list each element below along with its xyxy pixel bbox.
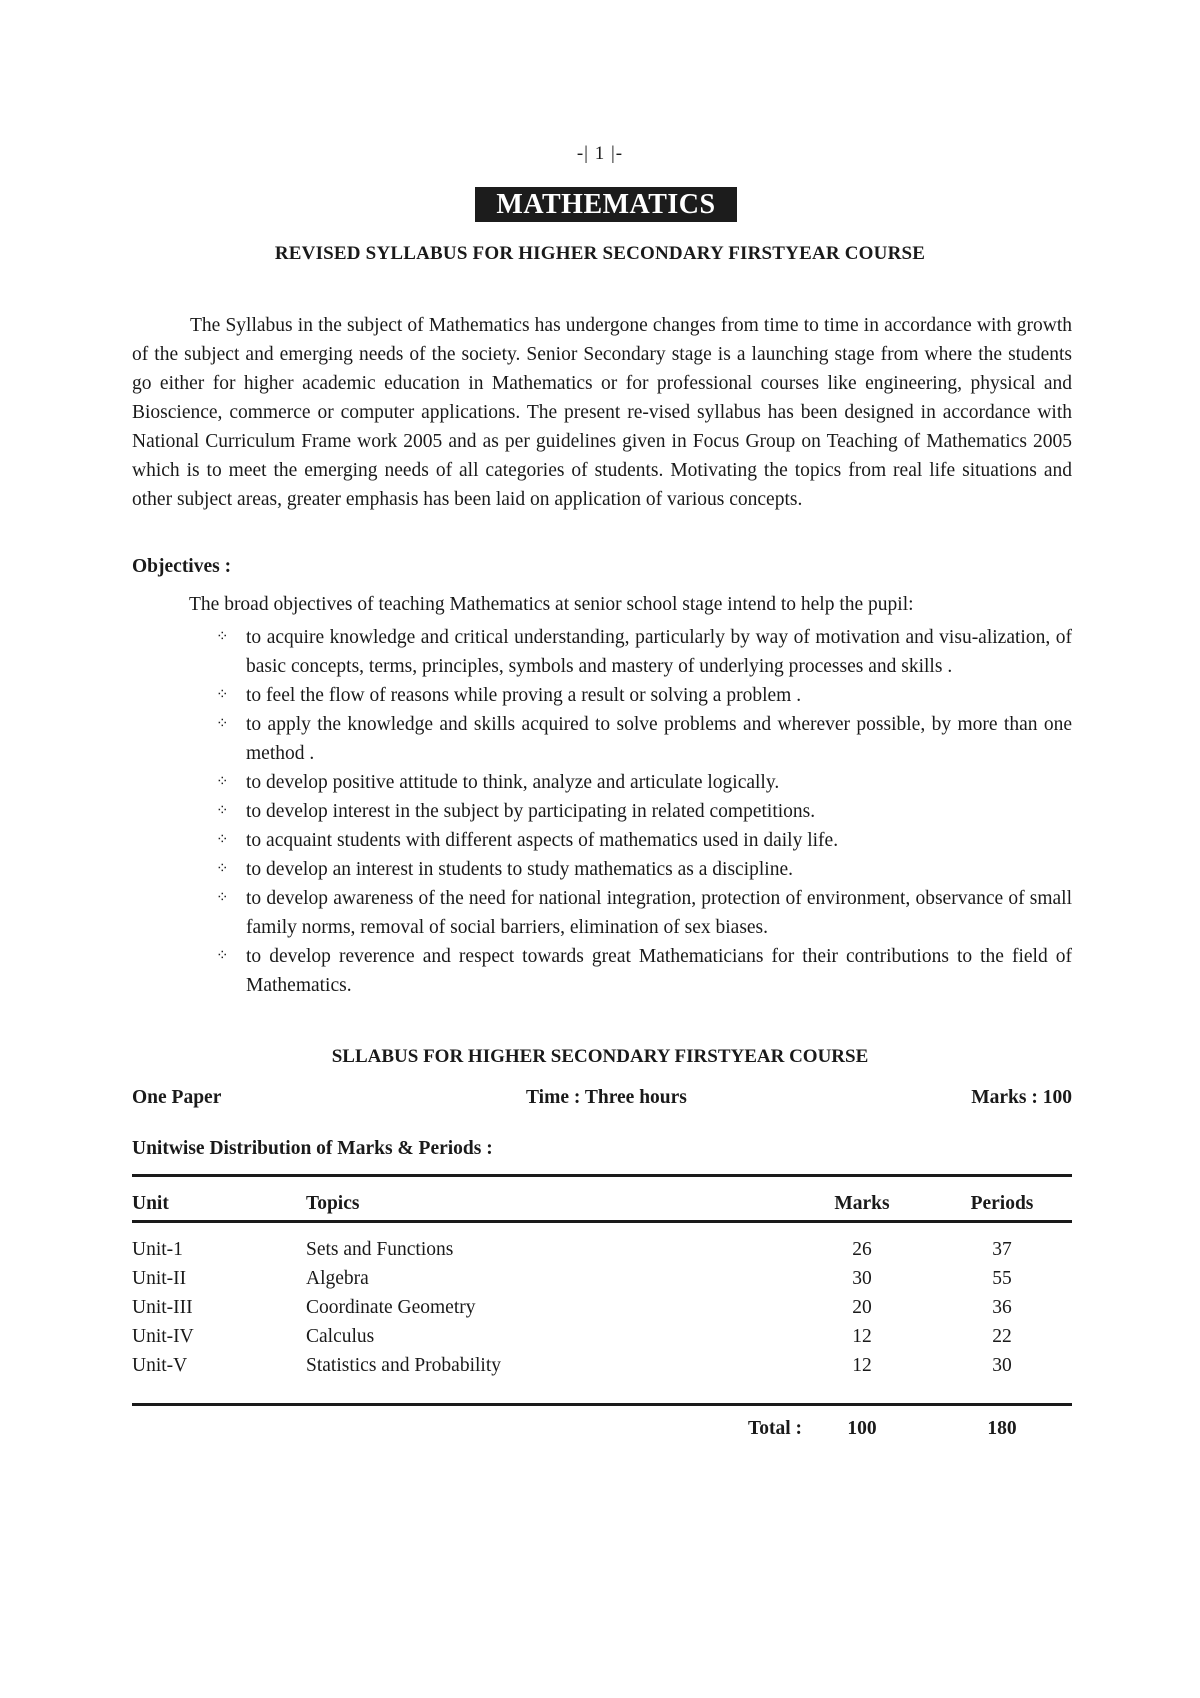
page-number: -| 1 |-: [576, 143, 624, 164]
objective-item: [216, 710, 1072, 768]
objective-text: to acquire knowledge and critical understanding, particularly by way of motivation and visu-alization, of basic concepts, terms, principles, symbols and mastery of underlying processes and skills .: [246, 627, 1072, 677]
four-dot-bullet-icon: ⁘: [216, 861, 229, 877]
table-row: [132, 1322, 1072, 1351]
objective-text: to apply the knowledge and skills acquired to solve problems and wherever possible, by more than one method .: [246, 714, 1072, 764]
header-topics: Topics: [306, 1193, 360, 1214]
objective-text: to acquaint students with different aspects of mathematics used in daily life.: [246, 830, 839, 851]
cell-periods: 37: [992, 1239, 1012, 1260]
table-total-row: [132, 1414, 1072, 1443]
cell-periods: 36: [992, 1297, 1012, 1318]
objectives-lead: The broad objectives of teaching Mathematics at senior school stage intend to help the pupil:: [189, 594, 914, 615]
table-header-row: [132, 1189, 1072, 1218]
paper-time: Time : Three hours: [526, 1087, 687, 1108]
objective-item: [216, 826, 1072, 855]
cell-marks: 20: [852, 1297, 872, 1318]
cell-marks: 12: [852, 1355, 872, 1376]
intro-paragraph: The Syllabus in the subject of Mathematics has undergone changes from time to time in accordance with growth of the subject and emerging needs of the society. Senior Secondary stage is a launching stage from where the students go either for higher academic education in Mathematics or for professional courses like engineering, physical and Bioscience, commerce or computer applications. The present re-vised syllabus has been designed in accordance with National Curriculum Frame work 2005 and as per guidelines given in Focus Group on Teaching of Mathematics 2005 which is to meet the emerging needs of all categories of students. Motivating the topics from real life situations and other subject areas, greater emphasis has been laid on application of various concepts.: [132, 315, 1072, 510]
objective-item: [216, 797, 1072, 826]
cell-unit: Unit-IV: [132, 1326, 194, 1347]
cell-topic: Sets and Functions: [306, 1239, 454, 1260]
four-dot-bullet-icon: ⁘: [216, 687, 229, 703]
distribution-heading: Unitwise Distribution of Marks & Periods :: [132, 1138, 493, 1159]
objective-item: [216, 855, 1072, 884]
objective-text: to develop reverence and respect towards great Mathematicians for their contributions to the field of Mathematics.: [246, 946, 1072, 996]
four-dot-bullet-icon: ⁘: [216, 774, 229, 790]
cell-periods: 55: [992, 1268, 1012, 1289]
cell-periods: 30: [992, 1355, 1012, 1376]
four-dot-bullet-icon: ⁘: [216, 716, 229, 732]
header-unit: Unit: [132, 1193, 169, 1214]
objective-item: [216, 884, 1072, 942]
cell-unit: Unit-1: [132, 1239, 183, 1260]
table-row: [132, 1293, 1072, 1322]
cell-marks: 30: [852, 1268, 872, 1289]
objective-text: to develop positive attitude to think, analyze and articulate logically.: [246, 772, 780, 793]
four-dot-bullet-icon: ⁘: [216, 948, 229, 964]
four-dot-bullet-icon: ⁘: [216, 832, 229, 848]
table-row: [132, 1264, 1072, 1293]
cell-unit: Unit-V: [132, 1355, 188, 1376]
cell-topic: Statistics and Probability: [306, 1355, 501, 1376]
cell-unit: Unit-II: [132, 1268, 187, 1289]
cell-marks: 12: [852, 1326, 872, 1347]
objective-text: to develop awareness of the need for national integration, protection of environment, observance of small family norms, removal of social barriers, elimination of sex biases.: [246, 888, 1072, 938]
syllabus-heading: SLLABUS FOR HIGHER SECONDARY FIRSTYEAR COURSE: [331, 1046, 869, 1067]
objective-item: [216, 623, 1072, 681]
cell-topic: Calculus: [306, 1326, 375, 1347]
four-dot-bullet-icon: ⁘: [216, 803, 229, 819]
objective-text: to develop an interest in students to study mathematics as a discipline.: [246, 859, 793, 880]
four-dot-bullet-icon: ⁘: [216, 629, 229, 645]
table-header-rule: [132, 1220, 1072, 1223]
paper-marks: Marks : 100: [971, 1087, 1072, 1108]
objectives-list: [216, 623, 1072, 1000]
objective-item: [216, 942, 1072, 1000]
total-label: Total :: [748, 1418, 802, 1439]
four-dot-bullet-icon: ⁘: [216, 890, 229, 906]
cell-unit: Unit-III: [132, 1297, 193, 1318]
cell-periods: 22: [992, 1326, 1012, 1347]
objectives-heading: Objectives :: [132, 556, 232, 577]
table-total-rule: [132, 1403, 1072, 1406]
total-marks: 100: [847, 1418, 877, 1439]
total-periods: 180: [987, 1418, 1017, 1439]
objective-item: [216, 768, 1072, 797]
objective-text: to feel the flow of reasons while proving a result or solving a problem .: [246, 685, 802, 706]
cell-topic: Coordinate Geometry: [306, 1297, 476, 1318]
table-row: [132, 1235, 1072, 1264]
table-row: [132, 1351, 1072, 1380]
cell-marks: 26: [852, 1239, 872, 1260]
header-marks: Marks: [834, 1193, 890, 1214]
header-periods: Periods: [970, 1193, 1034, 1214]
page-subtitle: REVISED SYLLABUS FOR HIGHER SECONDARY FIRSTYEAR COURSE: [274, 243, 926, 264]
paper-count: One Paper: [132, 1087, 222, 1108]
objective-text: to develop interest in the subject by participating in related competitions.: [246, 801, 816, 822]
page-title: MATHEMATICS: [475, 187, 737, 222]
objective-item: [216, 681, 1072, 710]
table-top-rule: [132, 1174, 1072, 1177]
cell-topic: Algebra: [306, 1268, 369, 1289]
